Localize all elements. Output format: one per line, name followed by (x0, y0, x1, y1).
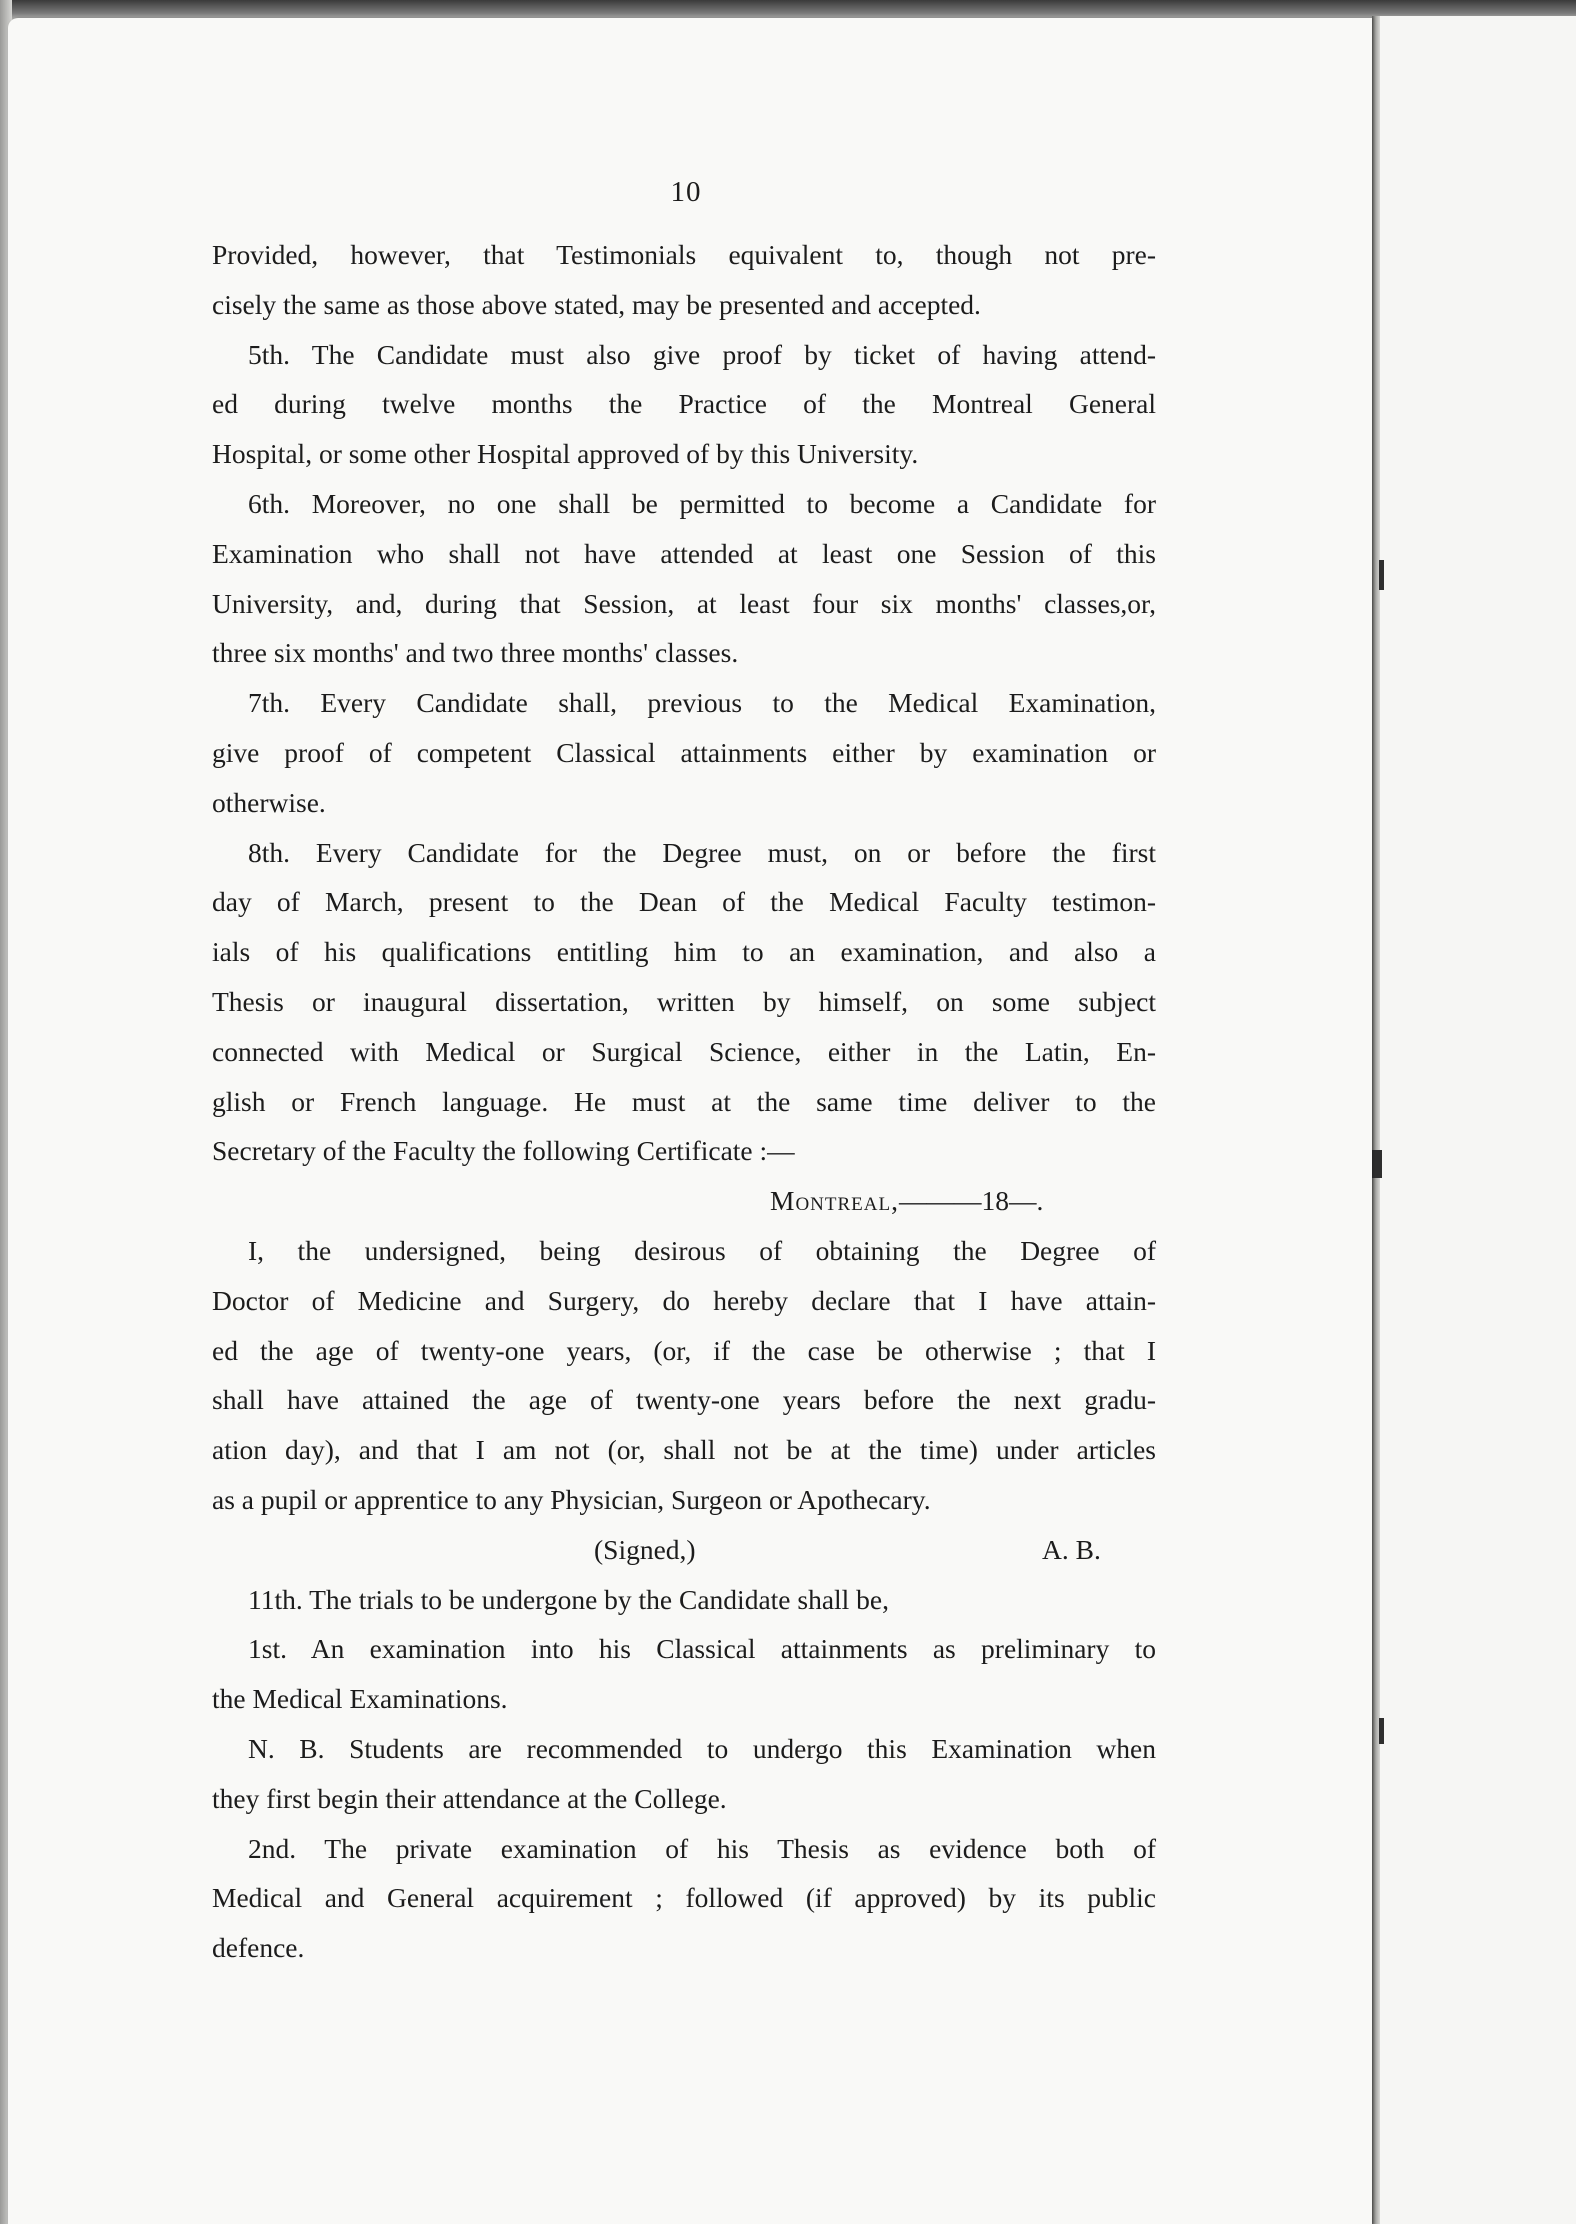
text-line: Thesis or inaugural dissertation, written by himself, on some subject (212, 985, 1156, 1017)
text-line: 2nd. The private examination of his Thesis as evidence both of (248, 1832, 1156, 1864)
certificate-date-line (212, 1176, 1156, 1226)
text-line: 7th. Every Candidate shall, previous to the Medical Examination, (248, 687, 1156, 719)
text-line: the Medical Examinations. (212, 1683, 508, 1715)
text-line: University, and, during that Session, at least four six months' classes,or, (212, 587, 1156, 619)
text-line: 6th. Moreover, no one shall be permitted to become a Candidate for (248, 487, 1156, 519)
certificate-line: ed the age of twenty-one years, (or, if the case be otherwise ; that I (212, 1334, 1156, 1366)
adjacent-page-edge (1380, 16, 1576, 2224)
text-line: they first begin their attendance at the College. (212, 1782, 727, 1814)
certificate-line: Doctor of Medicine and Surgery, do hereby declare that I have attain- (212, 1284, 1156, 1316)
text-line: connected with Medical or Surgical Science, either in the Latin, En- (212, 1035, 1156, 1067)
text-line: Medical and General acquirement ; followed (if approved) by its public (212, 1882, 1156, 1914)
certificate-line: shall have attained the age of twenty-one years before the next gradu- (212, 1384, 1156, 1416)
text-line: 1st. An examination into his Classical attainments as preliminary to (248, 1633, 1156, 1665)
page-number: 10 (670, 176, 702, 208)
text-line: Secretary of the Faculty the following Certificate :— (212, 1135, 795, 1167)
page-body (212, 230, 1156, 1973)
certificate-line: I, the undersigned, being desirous of obtaining the Degree of (248, 1234, 1156, 1266)
text-line: three six months' and two three months' classes. (212, 637, 739, 669)
text-line: defence. (212, 1932, 305, 1964)
text-line: ials of his qualifications entitling him to an examination, and also a (212, 936, 1156, 968)
signed-label: (Signed,) (594, 1533, 696, 1565)
signature-line (212, 1525, 1156, 1575)
binding-mark (1379, 560, 1384, 590)
text-line: Provided, however, that Testimonials equivalent to, though not pre- (212, 239, 1156, 270)
text-line: glish or French language. He must at the same time deliver to the (212, 1085, 1156, 1117)
text-line: ed during twelve months the Practice of the Montreal General (212, 388, 1156, 420)
certificate-line: ation day), and that I am not (or, shall not be at the time) under articles (212, 1434, 1156, 1466)
certificate-line: as a pupil or apprentice to any Physician, Surgeon or Apothecary. (212, 1483, 931, 1515)
page-gutter (1372, 16, 1380, 2224)
text-line: otherwise. (212, 786, 326, 818)
signature-initials: A. B. (1042, 1533, 1101, 1565)
text-line: 11th. The trials to be undergone by the Candidate shall be, (248, 1583, 890, 1615)
certificate-date: ———18—. (898, 1185, 1044, 1217)
binding-mark (1379, 1718, 1384, 1744)
text-line: cisely the same as those above stated, may be presented and accepted. (212, 288, 981, 320)
text-line: 8th. Every Candidate for the Degree must, on or before the first (248, 836, 1156, 868)
text-line: day of March, present to the Dean of the Medical Faculty testimon- (212, 886, 1156, 918)
text-line: Examination who shall not have attended at least one Session of this (212, 537, 1156, 569)
text-line: N. B. Students are recommended to undergo this Examination when (248, 1732, 1156, 1764)
text-line: 5th. The Candidate must also give proof by ticket of having attend- (248, 338, 1156, 370)
text-line: give proof of competent Classical attainments either by examination or (212, 736, 1156, 768)
certificate-place: Montreal, (770, 1185, 899, 1217)
text-line: Hospital, or some other Hospital approved of by this University. (212, 438, 919, 470)
